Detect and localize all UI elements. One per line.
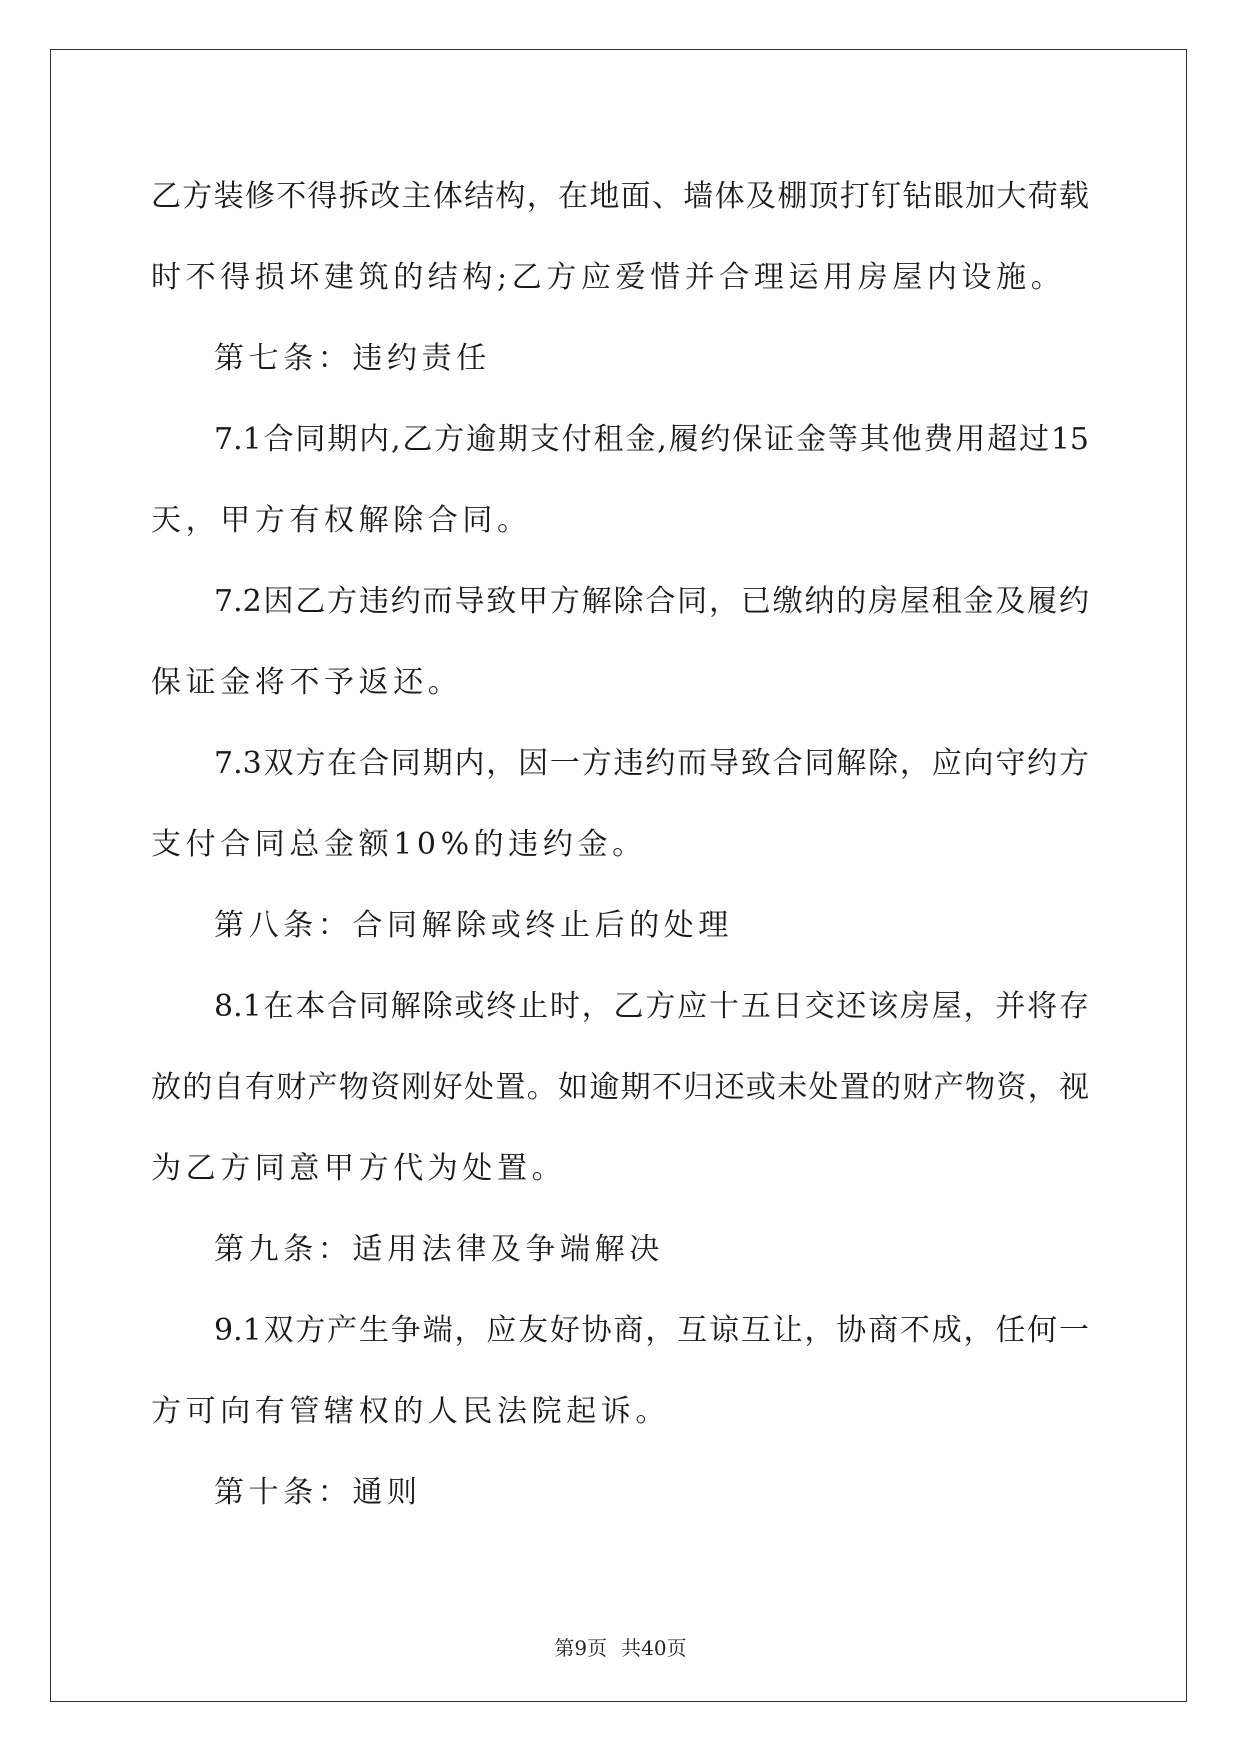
total-pages: 共40页 <box>621 1636 687 1660</box>
body-line: 乙方装修不得拆改主体结构，在地面、墙体及棚顶打钉钻眼加大荷载 <box>151 179 1089 214</box>
body-line: 放的自有财产物资刚好处置。如逾期不归还或未处置的财产物资，视 <box>151 1070 1089 1105</box>
body-line: 7.2因乙方违约而导致甲方解除合同，已缴纳的房屋租金及履约 <box>214 584 1089 619</box>
section-heading: 第八条：合同解除或终止后的处理 <box>214 908 733 943</box>
section-heading: 第十条：通则 <box>214 1475 422 1510</box>
body-line: 7.3双方在合同期内，因一方违约而导致合同解除，应向守约方 <box>214 746 1089 781</box>
body-line: 保证金将不予返还。 <box>151 665 463 700</box>
section-heading: 第九条：适用法律及争端解决 <box>214 1232 664 1267</box>
body-line: 8.1在本合同解除或终止时，乙方应十五日交还该房屋，并将存 <box>214 989 1089 1024</box>
body-line: 9.1双方产生争端，应友好协商，互谅互让，协商不成，任何一 <box>214 1313 1089 1348</box>
body-line: 天，甲方有权解除合同。 <box>151 503 532 538</box>
body-line: 为乙方同意甲方代为处置。 <box>151 1151 567 1186</box>
body-line: 7.1合同期内,乙方逾期支付租金,履约保证金等其他费用超过15 <box>214 422 1089 457</box>
body-line: 时不得损坏建筑的结构;乙方应爱惜并合理运用房屋内设施。 <box>151 260 1066 295</box>
section-heading: 第七条：违约责任 <box>214 341 491 376</box>
document-body <box>151 156 1089 1533</box>
page-footer <box>0 1636 1241 1660</box>
body-line: 方可向有管辖权的人民法院起诉。 <box>151 1394 670 1429</box>
body-line: 支付合同总金额10%的违约金。 <box>151 827 647 862</box>
page-number: 第9页 <box>554 1636 608 1660</box>
